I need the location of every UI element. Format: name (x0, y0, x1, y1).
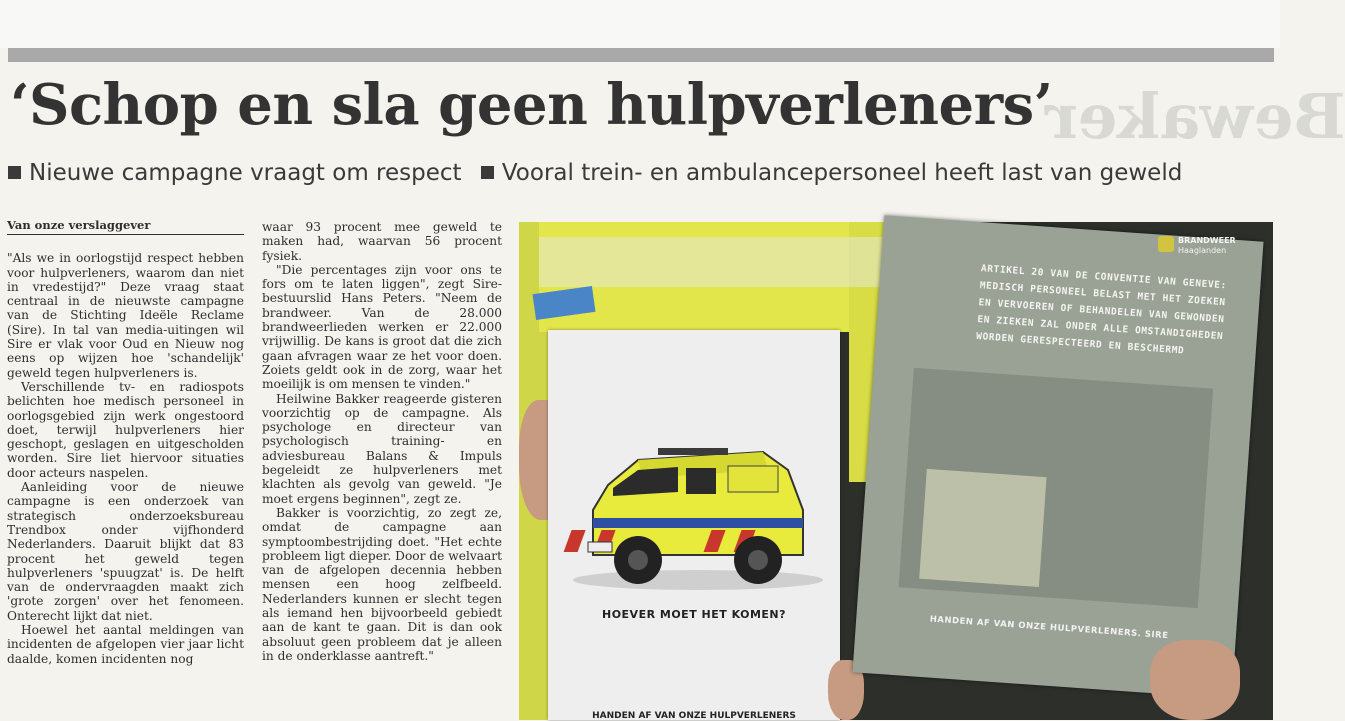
byline: Van onze verslaggever (7, 218, 244, 235)
article-column-1 (7, 218, 244, 666)
paragraph: Verschillende tv- en radiospots belichten hoe medisch personeel in oorlogsgebied zijn werk ongestoord doet, terwijl hulpverleners hier geschopt, geslagen en uitgescholden worden. Sire liet hiervoor situaties door acteurs naspelen. (7, 379, 244, 480)
paragraph: Hoewel het aantal meldingen van incidenten de afgelopen vier jaar licht daalde, komen incidenten nog (7, 623, 244, 666)
poster-ambulance-wreck (919, 469, 1046, 587)
paragraph: Heilwine Bakker reageerde gisteren voorzichtig op de campagne. Als psychologe en directeur van psychologisch training- en adviesbureau Balans & Impuls begeleidt ze hulpverleners met klachten als gevolg van geweld. "Je moet ergens beginnen", zegt ze. (262, 391, 502, 506)
article-headline: ‘Schop en sla geen hulpverleners’ (10, 72, 1053, 138)
paragraph: "Die percentages zijn voor ons te fors om te laten liggen", zegt Sire-bestuurslid Hans Peters. "Neem de brandweer. Van de 28.000 brandweerlieden werken er 22.000 vrijwillig. De kans is groot dat die zich gaan afvragen waar ze het voor doen. Zoiets geldt ook in de zorg, waar het moeilijk is om mensen te vinden." (262, 262, 502, 392)
poster-ambulance (548, 330, 840, 720)
paragraph: Aanleiding voor de nieuwe campagne is een onderzoek van strategisch onderzoeksbureau Trendbox onder vijfhonderd Nederlanders. Daaruit blijkt dat 83 procent het geweld tegen hulpverleners 'spuugzat' is. De helft van de ondervraagden maakt zich 'grote zorgen' over het fenomeen. Onterecht lijkt dat niet. (7, 480, 244, 623)
subhead-1: Nieuwe campagne vraagt om respect (29, 160, 462, 186)
subhead-2: Vooral trein- en ambulancepersoneel heeft last van geweld (501, 160, 1183, 186)
top-margin (0, 0, 1280, 48)
brandweer-logo (1158, 236, 1236, 256)
flame-icon (1158, 236, 1174, 252)
article-column-2 (262, 220, 502, 663)
poster-footer: HANDEN AF VAN ONZE HULPVERLENERS. SIRE (929, 614, 1169, 642)
paragraph: "Als we in oorlogstijd respect hebben voor hulpverleners, waarom dan niet in vredestijd?" Deze vraag staat centraal in de nieuwste campagne van de Stichting Ideële Reclame (Sire). In tal van media-uitingen wil Sire er vlak voor Oud en Nieuw nog eens op wijzen hoe 'schandelijk' geweld tegen hulpverleners is. (7, 251, 244, 380)
bleed-through-text: Bewaker (1045, 80, 1345, 153)
hand-right (1150, 640, 1240, 720)
logo-text: BRANDWEER (1178, 236, 1236, 245)
poster-caption: HOEVER MOET HET KOMEN? (601, 608, 787, 621)
ambulance-illustration (548, 430, 840, 600)
logo-subtext: Haaglanden (1178, 246, 1227, 255)
paragraph: Bakker is voorzichtig, zo zegt ze, omdat de campagne aan symptoombestrijding doet. "Het echte probleem ligt dieper. Door de welvaart van de afgelopen decennia hebben mensen een hoog zelfbeeld. Nederlanders kunnen er slecht tegen als iemand hen bijvoorbeeld gebiedt aan de kant te gaan. Dit is dan ook absoluut geen probleem dat je alleen in de onderklasse aantreft." (262, 505, 502, 663)
paragraph: waar 93 procent mee geweld te maken had, waarvan 56 procent fysiek. (262, 220, 502, 263)
poster-convention-text: ARTIKEL 20 VAN DE CONVENTIE VAN GENEVE: MEDISCH PERSONEEL BELAST MET HET ZOEKEN EN VERVOEREN OF BEHANDELEN VAN GEWONDEN EN ZIEKEN ZAL ONDER ALLE OMSTANDIGHEDEN WORDEN GERESPECTEERD EN BESCHERMD (975, 263, 1228, 357)
bullet-square-icon (8, 166, 21, 179)
poster-geneva-convention (852, 215, 1263, 698)
bullet-square-icon (481, 166, 494, 179)
reflective-band (539, 237, 909, 287)
poster-footer: HANDEN AF VAN ONZE HULPVERLENERS (592, 711, 796, 721)
header-rule (8, 48, 1274, 62)
article-subheads (8, 160, 1182, 186)
